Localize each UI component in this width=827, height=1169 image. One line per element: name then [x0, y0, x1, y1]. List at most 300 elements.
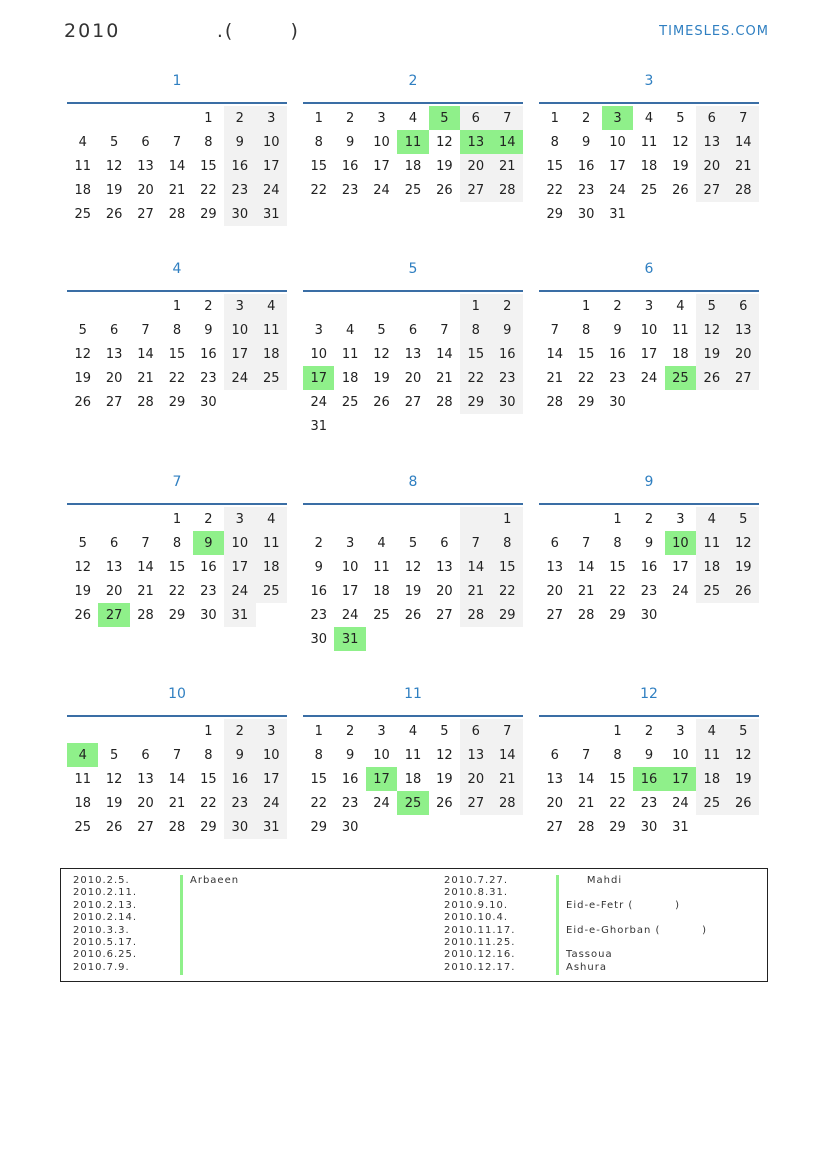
day-cell: 31: [672, 819, 689, 835]
day-cell: 8: [492, 531, 523, 555]
day-cell: 7: [172, 747, 182, 763]
day-cell: 17: [341, 583, 359, 599]
month-rule: [67, 715, 287, 717]
day-cell: 25: [74, 206, 91, 222]
empty-cell: [696, 815, 727, 839]
day-cell: 21: [460, 579, 491, 603]
day-cell: 19: [404, 583, 422, 599]
day-cell: 6: [408, 322, 418, 338]
legend-holiday-name: [566, 912, 707, 924]
empty-cell: [728, 815, 759, 839]
legend-date: 2010.6.25.: [73, 949, 138, 961]
day-cell: 16: [200, 559, 217, 575]
day-cell: 6: [696, 106, 727, 130]
day-cell: 25: [696, 791, 727, 815]
day-cell: 15: [546, 158, 563, 174]
month-grid: [67, 294, 287, 414]
day-cell: 1: [613, 511, 622, 527]
day-cell: 23: [341, 182, 359, 198]
legend-left-dates: [73, 875, 137, 974]
day-cell: 14: [577, 559, 595, 575]
day-cell: 27: [728, 366, 759, 390]
month-title: 1: [172, 73, 182, 89]
month-title: 11: [404, 686, 422, 702]
day-cell: 2: [581, 110, 591, 126]
empty-cell: [429, 815, 460, 839]
day-cell: 3: [377, 723, 386, 739]
day-cell: 13: [137, 771, 154, 787]
day-cell: 15: [168, 346, 186, 362]
legend-right-dates: [444, 875, 515, 974]
day-cell: 10: [672, 747, 689, 763]
day-cell: 3: [676, 723, 685, 739]
empty-cell: [460, 627, 491, 651]
day-cell: 20: [137, 795, 154, 811]
day-cell: 22: [310, 795, 327, 811]
day-cell: 21: [137, 370, 154, 386]
day-cell: 12: [728, 743, 759, 767]
empty-cell: [256, 390, 287, 414]
day-cell: 30: [640, 607, 658, 623]
day-cell: 22: [200, 795, 217, 811]
empty-cell: [696, 390, 727, 414]
month-grid: [303, 294, 523, 438]
day-cell: 17: [303, 366, 334, 390]
day-cell: 24: [373, 182, 390, 198]
day-cell: 26: [436, 795, 453, 811]
day-cell: 15: [168, 559, 186, 575]
day-cell: 14: [492, 130, 523, 154]
day-cell: 26: [373, 394, 390, 410]
month-10: [67, 679, 287, 839]
day-cell: 20: [460, 154, 491, 178]
day-cell: 15: [200, 158, 217, 174]
day-cell: 20: [546, 795, 563, 811]
day-cell: 28: [137, 394, 154, 410]
page-title: 2010 .( ): [64, 20, 300, 42]
month-3: [539, 66, 759, 226]
day-cell: 13: [436, 559, 453, 575]
month-rule: [303, 290, 523, 292]
day-cell: 2: [345, 723, 355, 739]
day-cell: 27: [546, 819, 563, 835]
day-cell: 10: [224, 531, 255, 555]
day-cell: 15: [200, 771, 217, 787]
day-cell: 16: [609, 346, 626, 362]
day-cell: 12: [672, 134, 689, 150]
day-cell: 12: [696, 318, 727, 342]
day-cell: 28: [137, 607, 154, 623]
day-cell: 19: [105, 182, 123, 198]
day-cell: 18: [256, 555, 287, 579]
day-cell: 10: [373, 134, 390, 150]
day-cell: 24: [341, 607, 359, 623]
month-title: 6: [644, 261, 654, 277]
day-cell: 6: [550, 535, 559, 551]
day-cell: 3: [602, 106, 633, 130]
day-cell: 29: [200, 206, 217, 222]
day-cell: 10: [341, 559, 359, 575]
empty-cell: [539, 507, 570, 531]
day-cell: 28: [728, 178, 759, 202]
day-cell: 16: [492, 342, 523, 366]
month-rule: [539, 290, 759, 292]
day-cell: 23: [492, 366, 523, 390]
month-rule: [67, 503, 287, 505]
day-cell: 4: [256, 507, 287, 531]
day-cell: 7: [172, 134, 182, 150]
day-cell: 11: [74, 771, 91, 787]
day-cell: 22: [492, 579, 523, 603]
day-cell: 19: [74, 370, 91, 386]
day-cell: 5: [109, 134, 119, 150]
day-cell: 25: [640, 182, 658, 198]
day-cell: 26: [728, 579, 759, 603]
day-cell: 25: [74, 819, 91, 835]
day-cell: 10: [665, 531, 696, 555]
day-cell: 30: [577, 206, 595, 222]
month-rule: [303, 102, 523, 104]
day-cell: 5: [408, 535, 418, 551]
day-cell: 22: [310, 182, 327, 198]
day-cell: 25: [397, 791, 428, 815]
day-cell: 13: [460, 130, 491, 154]
day-cell: 10: [609, 134, 626, 150]
day-cell: 29: [168, 394, 186, 410]
day-cell: 11: [404, 747, 422, 763]
day-cell: 18: [74, 182, 91, 198]
day-cell: 8: [204, 747, 213, 763]
month-7: [67, 467, 287, 627]
day-cell: 10: [373, 747, 390, 763]
day-cell: 24: [224, 579, 255, 603]
day-cell: 19: [696, 342, 727, 366]
day-cell: 16: [633, 767, 664, 791]
day-cell: 31: [609, 206, 626, 222]
month-rule: [539, 715, 759, 717]
day-cell: 4: [696, 719, 727, 743]
day-cell: 11: [373, 559, 390, 575]
day-cell: 14: [137, 346, 154, 362]
day-cell: 1: [204, 110, 213, 126]
month-grid: [303, 106, 523, 202]
day-cell: 7: [440, 322, 449, 338]
empty-cell: [366, 507, 397, 531]
empty-cell: [492, 815, 523, 839]
day-cell: 21: [577, 795, 595, 811]
day-cell: 3: [224, 507, 255, 531]
day-cell: 11: [256, 318, 287, 342]
month-title: 10: [168, 686, 186, 702]
day-cell: 13: [696, 130, 727, 154]
day-cell: 30: [310, 631, 327, 647]
day-cell: 14: [728, 130, 759, 154]
day-cell: 3: [256, 106, 287, 130]
day-cell: 19: [728, 555, 759, 579]
day-cell: 4: [408, 723, 418, 739]
day-cell: 26: [696, 366, 727, 390]
empty-cell: [397, 507, 428, 531]
legend-date: 2010.8.31.: [444, 887, 509, 899]
day-cell: 23: [224, 178, 255, 202]
empty-cell: [98, 294, 129, 318]
day-cell: 11: [341, 346, 359, 362]
month-grid: [67, 507, 287, 627]
day-cell: 30: [200, 607, 217, 623]
day-cell: 27: [696, 178, 727, 202]
month-12: [539, 679, 759, 839]
day-cell: 25: [665, 366, 696, 390]
day-cell: 19: [373, 370, 390, 386]
month-title: 5: [408, 261, 418, 277]
day-cell: 5: [429, 106, 460, 130]
day-cell: 3: [644, 298, 654, 314]
day-cell: 7: [581, 535, 591, 551]
day-cell: 3: [224, 294, 255, 318]
day-cell: 6: [550, 747, 559, 763]
day-cell: 4: [696, 507, 727, 531]
day-cell: 27: [105, 394, 123, 410]
day-cell: 19: [436, 158, 453, 174]
day-cell: 6: [109, 322, 119, 338]
day-cell: 15: [492, 555, 523, 579]
day-cell: 24: [310, 394, 327, 410]
legend-holiday-name: Tassoua: [566, 949, 613, 961]
day-cell: 5: [78, 322, 87, 338]
month-title: 9: [644, 474, 654, 490]
empty-cell: [67, 106, 98, 130]
empty-cell: [665, 603, 696, 627]
empty-cell: [67, 507, 98, 531]
day-cell: 6: [728, 294, 759, 318]
day-cell: 5: [676, 110, 685, 126]
day-cell: 23: [310, 607, 327, 623]
day-cell: 23: [224, 791, 255, 815]
day-cell: 22: [577, 370, 595, 386]
month-rule: [67, 102, 287, 104]
month-grid: [303, 507, 523, 651]
day-cell: 1: [492, 507, 523, 531]
day-cell: 29: [492, 603, 523, 627]
site-logo-link[interactable]: TIMESLES.COM: [659, 24, 769, 39]
day-cell: 18: [74, 795, 91, 811]
day-cell: 3: [314, 322, 323, 338]
legend-right-names: [566, 875, 707, 974]
month-9: [539, 467, 759, 627]
day-cell: 31: [224, 603, 255, 627]
day-cell: 16: [341, 771, 359, 787]
day-cell: 17: [224, 555, 255, 579]
day-cell: 24: [672, 583, 689, 599]
month-rule: [303, 503, 523, 505]
day-cell: 10: [256, 743, 287, 767]
empty-cell: [397, 815, 428, 839]
month-1: [67, 66, 287, 226]
day-cell: 23: [640, 583, 658, 599]
day-cell: 13: [105, 559, 123, 575]
day-cell: 6: [460, 719, 491, 743]
day-cell: 21: [728, 154, 759, 178]
day-cell: 18: [696, 767, 727, 791]
day-cell: 21: [137, 583, 154, 599]
day-cell: 7: [728, 106, 759, 130]
month-rule: [67, 290, 287, 292]
empty-cell: [67, 719, 98, 743]
day-cell: 10: [640, 322, 658, 338]
day-cell: 18: [696, 555, 727, 579]
day-cell: 14: [546, 346, 563, 362]
legend-holiday-name: Eid-e-Fetr ( ): [566, 899, 680, 911]
day-cell: 20: [696, 154, 727, 178]
legend-right-bar: [556, 875, 559, 975]
legend-date: 2010.5.17.: [73, 936, 138, 948]
day-cell: 12: [436, 747, 453, 763]
day-cell: 7: [460, 531, 491, 555]
day-cell: 30: [492, 390, 523, 414]
legend-date: 2010.2.5.: [73, 875, 130, 886]
day-cell: 12: [105, 771, 123, 787]
month-rule: [539, 102, 759, 104]
day-cell: 2: [204, 511, 213, 527]
day-cell: 13: [137, 158, 154, 174]
day-cell: 29: [546, 206, 563, 222]
day-cell: 8: [581, 322, 591, 338]
legend-holiday-name: [190, 949, 239, 961]
day-cell: 13: [105, 346, 123, 362]
day-cell: 16: [341, 158, 359, 174]
day-cell: 8: [613, 535, 622, 551]
month-8: [303, 467, 523, 651]
day-cell: 29: [310, 819, 327, 835]
day-cell: 1: [204, 723, 213, 739]
legend-date: 2010.2.14.: [73, 912, 138, 924]
day-cell: 14: [577, 771, 595, 787]
day-cell: 3: [256, 719, 287, 743]
legend-holiday-name: [190, 912, 239, 924]
day-cell: 16: [640, 559, 658, 575]
day-cell: 18: [404, 158, 422, 174]
legend-date: 2010.12.17.: [444, 961, 516, 973]
day-cell: 8: [172, 535, 182, 551]
day-cell: 2: [224, 719, 255, 743]
empty-cell: [728, 603, 759, 627]
day-cell: 17: [665, 767, 696, 791]
legend-holiday-name: [190, 900, 239, 912]
day-cell: 8: [460, 318, 491, 342]
day-cell: 5: [728, 719, 759, 743]
legend-left-bar: [180, 875, 183, 975]
day-cell: 9: [224, 130, 255, 154]
month-title: 4: [172, 261, 182, 277]
day-cell: 23: [640, 795, 658, 811]
day-cell: 24: [609, 182, 626, 198]
day-cell: 2: [345, 110, 355, 126]
day-cell: 9: [613, 322, 622, 338]
month-title: 2: [408, 73, 418, 89]
month-4: [67, 254, 287, 414]
day-cell: 5: [440, 723, 449, 739]
day-cell: 15: [310, 771, 327, 787]
day-cell: 21: [577, 583, 595, 599]
legend-holiday-name: Mahdi: [566, 875, 623, 886]
empty-cell: [570, 507, 601, 531]
day-cell: 25: [256, 366, 287, 390]
empty-cell: [67, 294, 98, 318]
day-cell: 31: [334, 627, 365, 651]
day-cell: 7: [141, 535, 150, 551]
day-cell: 7: [492, 106, 523, 130]
day-cell: 5: [109, 747, 119, 763]
day-cell: 25: [256, 579, 287, 603]
month-grid: [539, 294, 759, 414]
day-cell: 17: [366, 767, 397, 791]
day-cell: 5: [377, 322, 386, 338]
empty-cell: [303, 507, 334, 531]
day-cell: 28: [577, 819, 595, 835]
day-cell: 20: [460, 767, 491, 791]
day-cell: 27: [546, 607, 563, 623]
month-2: [303, 66, 523, 202]
day-cell: 21: [168, 182, 186, 198]
day-cell: 17: [672, 559, 689, 575]
legend-date: 2010.11.17.: [444, 924, 516, 936]
day-cell: 4: [67, 743, 98, 767]
month-6: [539, 254, 759, 414]
day-cell: 26: [728, 791, 759, 815]
day-cell: 2: [613, 298, 622, 314]
empty-cell: [570, 719, 601, 743]
day-cell: 9: [492, 318, 523, 342]
day-cell: 20: [105, 583, 123, 599]
day-cell: 19: [74, 583, 91, 599]
day-cell: 17: [224, 342, 255, 366]
day-cell: 26: [105, 819, 123, 835]
day-cell: 24: [224, 366, 255, 390]
day-cell: 2: [224, 106, 255, 130]
empty-cell: [256, 603, 287, 627]
day-cell: 20: [436, 583, 453, 599]
month-grid: [539, 106, 759, 226]
day-cell: 3: [345, 535, 355, 551]
day-cell: 11: [640, 134, 658, 150]
legend-holiday-name: [566, 937, 707, 949]
day-cell: 26: [105, 206, 123, 222]
day-cell: 26: [404, 607, 422, 623]
day-cell: 10: [310, 346, 327, 362]
empty-cell: [366, 627, 397, 651]
day-cell: 20: [137, 182, 154, 198]
legend-date: 2010.12.16.: [444, 949, 516, 961]
day-cell: 17: [609, 158, 626, 174]
day-cell: 17: [256, 767, 287, 791]
day-cell: 18: [640, 158, 658, 174]
day-cell: 4: [408, 110, 418, 126]
day-cell: 10: [224, 318, 255, 342]
day-cell: 12: [436, 134, 453, 150]
day-cell: 14: [436, 346, 453, 362]
empty-cell: [130, 294, 161, 318]
day-cell: 8: [314, 747, 323, 763]
day-cell: 28: [460, 603, 491, 627]
day-cell: 7: [581, 747, 591, 763]
legend-holiday-name: Eid-e-Ghorban ( ): [566, 924, 708, 936]
empty-cell: [460, 507, 491, 531]
day-cell: 22: [168, 370, 186, 386]
legend-date: 2010.3.3.: [73, 924, 130, 936]
empty-cell: [539, 294, 570, 318]
day-cell: 4: [676, 298, 685, 314]
legend-holiday-name: [190, 925, 239, 937]
